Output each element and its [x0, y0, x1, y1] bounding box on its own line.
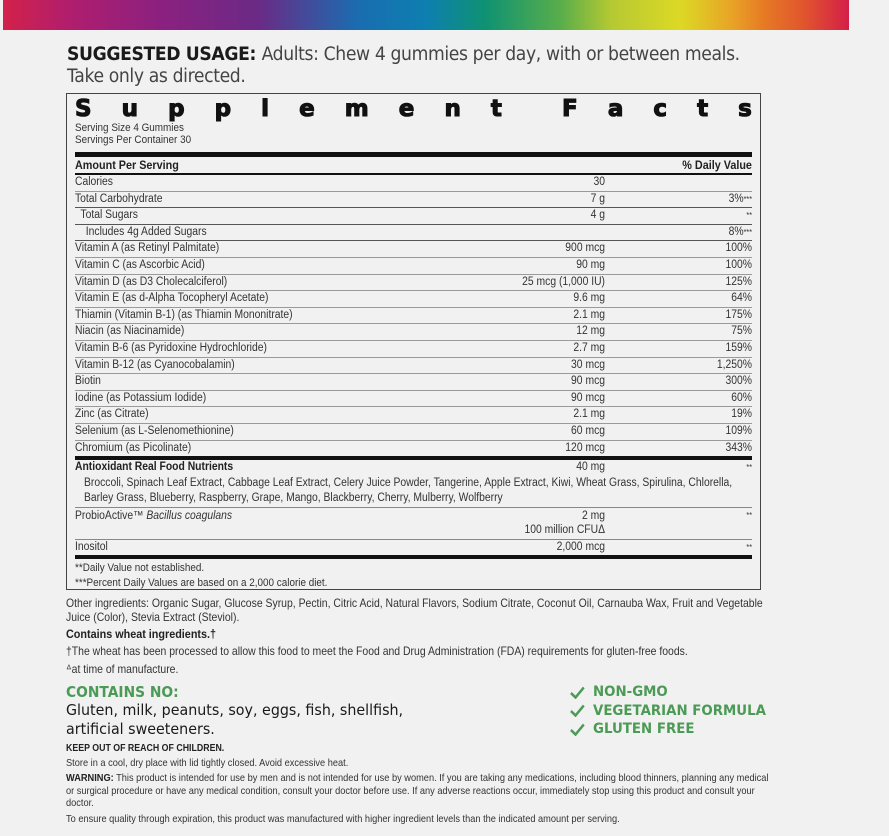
antioxidant-section [75, 460, 752, 508]
title-letter: c [653, 96, 668, 122]
contains-no-text: Gluten, milk, peanuts, soy, eggs, fish, shellfish, artificial sweeteners. [66, 701, 404, 738]
table-row: Iodine (as Potassium Iodide) 90 mcg 60% [75, 391, 752, 408]
checkmark-icon [570, 704, 585, 717]
quality-note: To ensure quality through expiration, this product was manufactured with higher ingredient levels than the indicated amount per serving. [66, 813, 620, 825]
header-daily-value: % Daily Value [682, 158, 752, 172]
footnote-calorie-diet: ***Percent Daily Values are based on a 2,000 calorie diet. [75, 577, 328, 590]
table-row: Includes 4g Added Sugars 8%*** [75, 225, 752, 242]
table-row: Vitamin B-12 (as Cyanocobalamin) 30 mcg 1,250% [75, 358, 752, 375]
supplement-facts-title [75, 96, 752, 122]
probiotic-row: ProbioActive™ Bacillus coagulans 2 mg 100 million CFUΔ ** [75, 508, 752, 540]
checkmark-icon [570, 723, 585, 736]
contains-no-heading: CONTAINS NO: [66, 683, 179, 701]
table-row: Biotin 90 mcg 300% [75, 374, 752, 391]
rainbow-banner [3, 0, 849, 30]
storage-instructions: Store in a cool, dry place with lid tightly closed. Avoid excessive heat. [66, 757, 349, 769]
title-letter: a [607, 96, 624, 122]
table-row: Calories 30 [75, 175, 752, 192]
badge-vegetarian-formula: VEGETARIAN FORMULA [570, 702, 766, 721]
contains-no-section [66, 683, 486, 738]
contains-wheat: Contains wheat ingredients.† [66, 627, 217, 641]
badge-non-gmo: NON-GMO [570, 683, 766, 702]
title-letter: l [261, 96, 270, 122]
table-row: Chromium (as Picolinate) 120 mcg 343% [75, 441, 752, 454]
suggested-usage [67, 44, 755, 88]
table-row: Total Sugars 4 g ** [75, 208, 752, 225]
table-row: Vitamin B-6 (as Pyridoxine Hydrochloride) 2.7 mg 159% [75, 341, 752, 358]
table-row: Vitamin A (as Retinyl Palmitate) 900 mcg 100% [75, 241, 752, 258]
keep-out-of-reach: KEEP OUT OF REACH OF CHILDREN. [66, 743, 225, 754]
title-letter: e [299, 96, 315, 122]
title-letter: e [398, 96, 415, 122]
checkmark-icon [570, 686, 585, 699]
title-letter: t [697, 96, 709, 122]
title-letter: t [490, 96, 502, 122]
title-letter: S [75, 96, 92, 122]
title-letter: m [344, 96, 369, 122]
header-amount-per-serving: Amount Per Serving [75, 158, 179, 172]
footnote-dv-not-established: **Daily Value not established. [75, 562, 205, 575]
table-row: Inositol 2,000 mcg ** [75, 540, 752, 553]
supplement-facts-panel [66, 93, 761, 590]
gluten-free-note: †The wheat has been processed to allow this food to meet the Food and Drug Administration (FDA) requirements for gluten-free foods. [66, 645, 688, 658]
suggested-usage-text: Adults: Chew 4 gummies per day, with or between meals. Take only as directed. [67, 44, 740, 87]
title-letter: F [562, 96, 578, 122]
other-ingredients: Other ingredients: Organic Sugar, Glucose Syrup, Pectin, Citric Acid, Natural Flavors, Sodium Citrate, Coconut Oil, Carnauba Wax, Fruit and Vegetable Juice (Color), Stevia Extract (Steviol). [66, 597, 763, 624]
warning [66, 772, 774, 810]
table-row: Selenium (as L-Selenomethionine) 60 mcg 109% [75, 424, 752, 441]
table-row: Total Carbohydrate 7 g 3%*** [75, 192, 752, 209]
antioxidant-list: Broccoli, Spinach Leaf Extract, Cabbage Leaf Extract, Celery Juice Powder, Tangerine, Apple Extract, Kiwi, Wheat Grass, Spirulina, Chlorella, Barley Grass, Blueberry, Raspberry, Grape, Mango, Blackberry, Cherry, Mulberry, Wolfberry [84, 476, 733, 504]
table-header [75, 157, 752, 173]
title-letter: u [121, 96, 139, 122]
suggested-usage-label: SUGGESTED USAGE: [67, 44, 256, 65]
table-row: Vitamin D (as D3 Cholecalciferol) 25 mcg (1,000 IU) 125% [75, 275, 752, 292]
title-letter: n [444, 96, 461, 122]
warning-label: WARNING: [66, 772, 114, 784]
servings-per-container: Servings Per Container 30 [75, 134, 192, 146]
table-row: Antioxidant Real Food Nutrients 40 mg ** [75, 461, 752, 474]
certification-badges [570, 683, 783, 739]
table-row: Vitamin E (as d-Alpha Tocopheryl Acetate) 9.6 mg 64% [75, 291, 752, 308]
table-row: Thiamin (Vitamin B-1) (as Thiamin Mononitrate) 2.1 mg 175% [75, 308, 752, 325]
warning-text: This product is intended for use by men and is not intended for use by women. If you are taking any medications, including blood thinners, planning any medical or surgical procedure or have any medical condition, consult your doctor before use. If any adverse reactions occur, immediately stop using this product and consult your doctor. [66, 772, 769, 809]
badge-gluten-free: GLUTEN FREE [570, 720, 766, 739]
manufacture-note: ᐞat time of manufacture. [66, 663, 179, 676]
table-row: Zinc (as Citrate) 2.1 mg 19% [75, 407, 752, 424]
serving-size: Serving Size 4 Gummies [75, 122, 184, 134]
table-row: Niacin (as Niacinamide) 12 mg 75% [75, 324, 752, 341]
title-letter: p [168, 96, 185, 122]
title-letter: s [738, 96, 752, 122]
title-letter: p [214, 96, 232, 122]
table-row: Vitamin C (as Ascorbic Acid) 90 mg 100% [75, 258, 752, 275]
